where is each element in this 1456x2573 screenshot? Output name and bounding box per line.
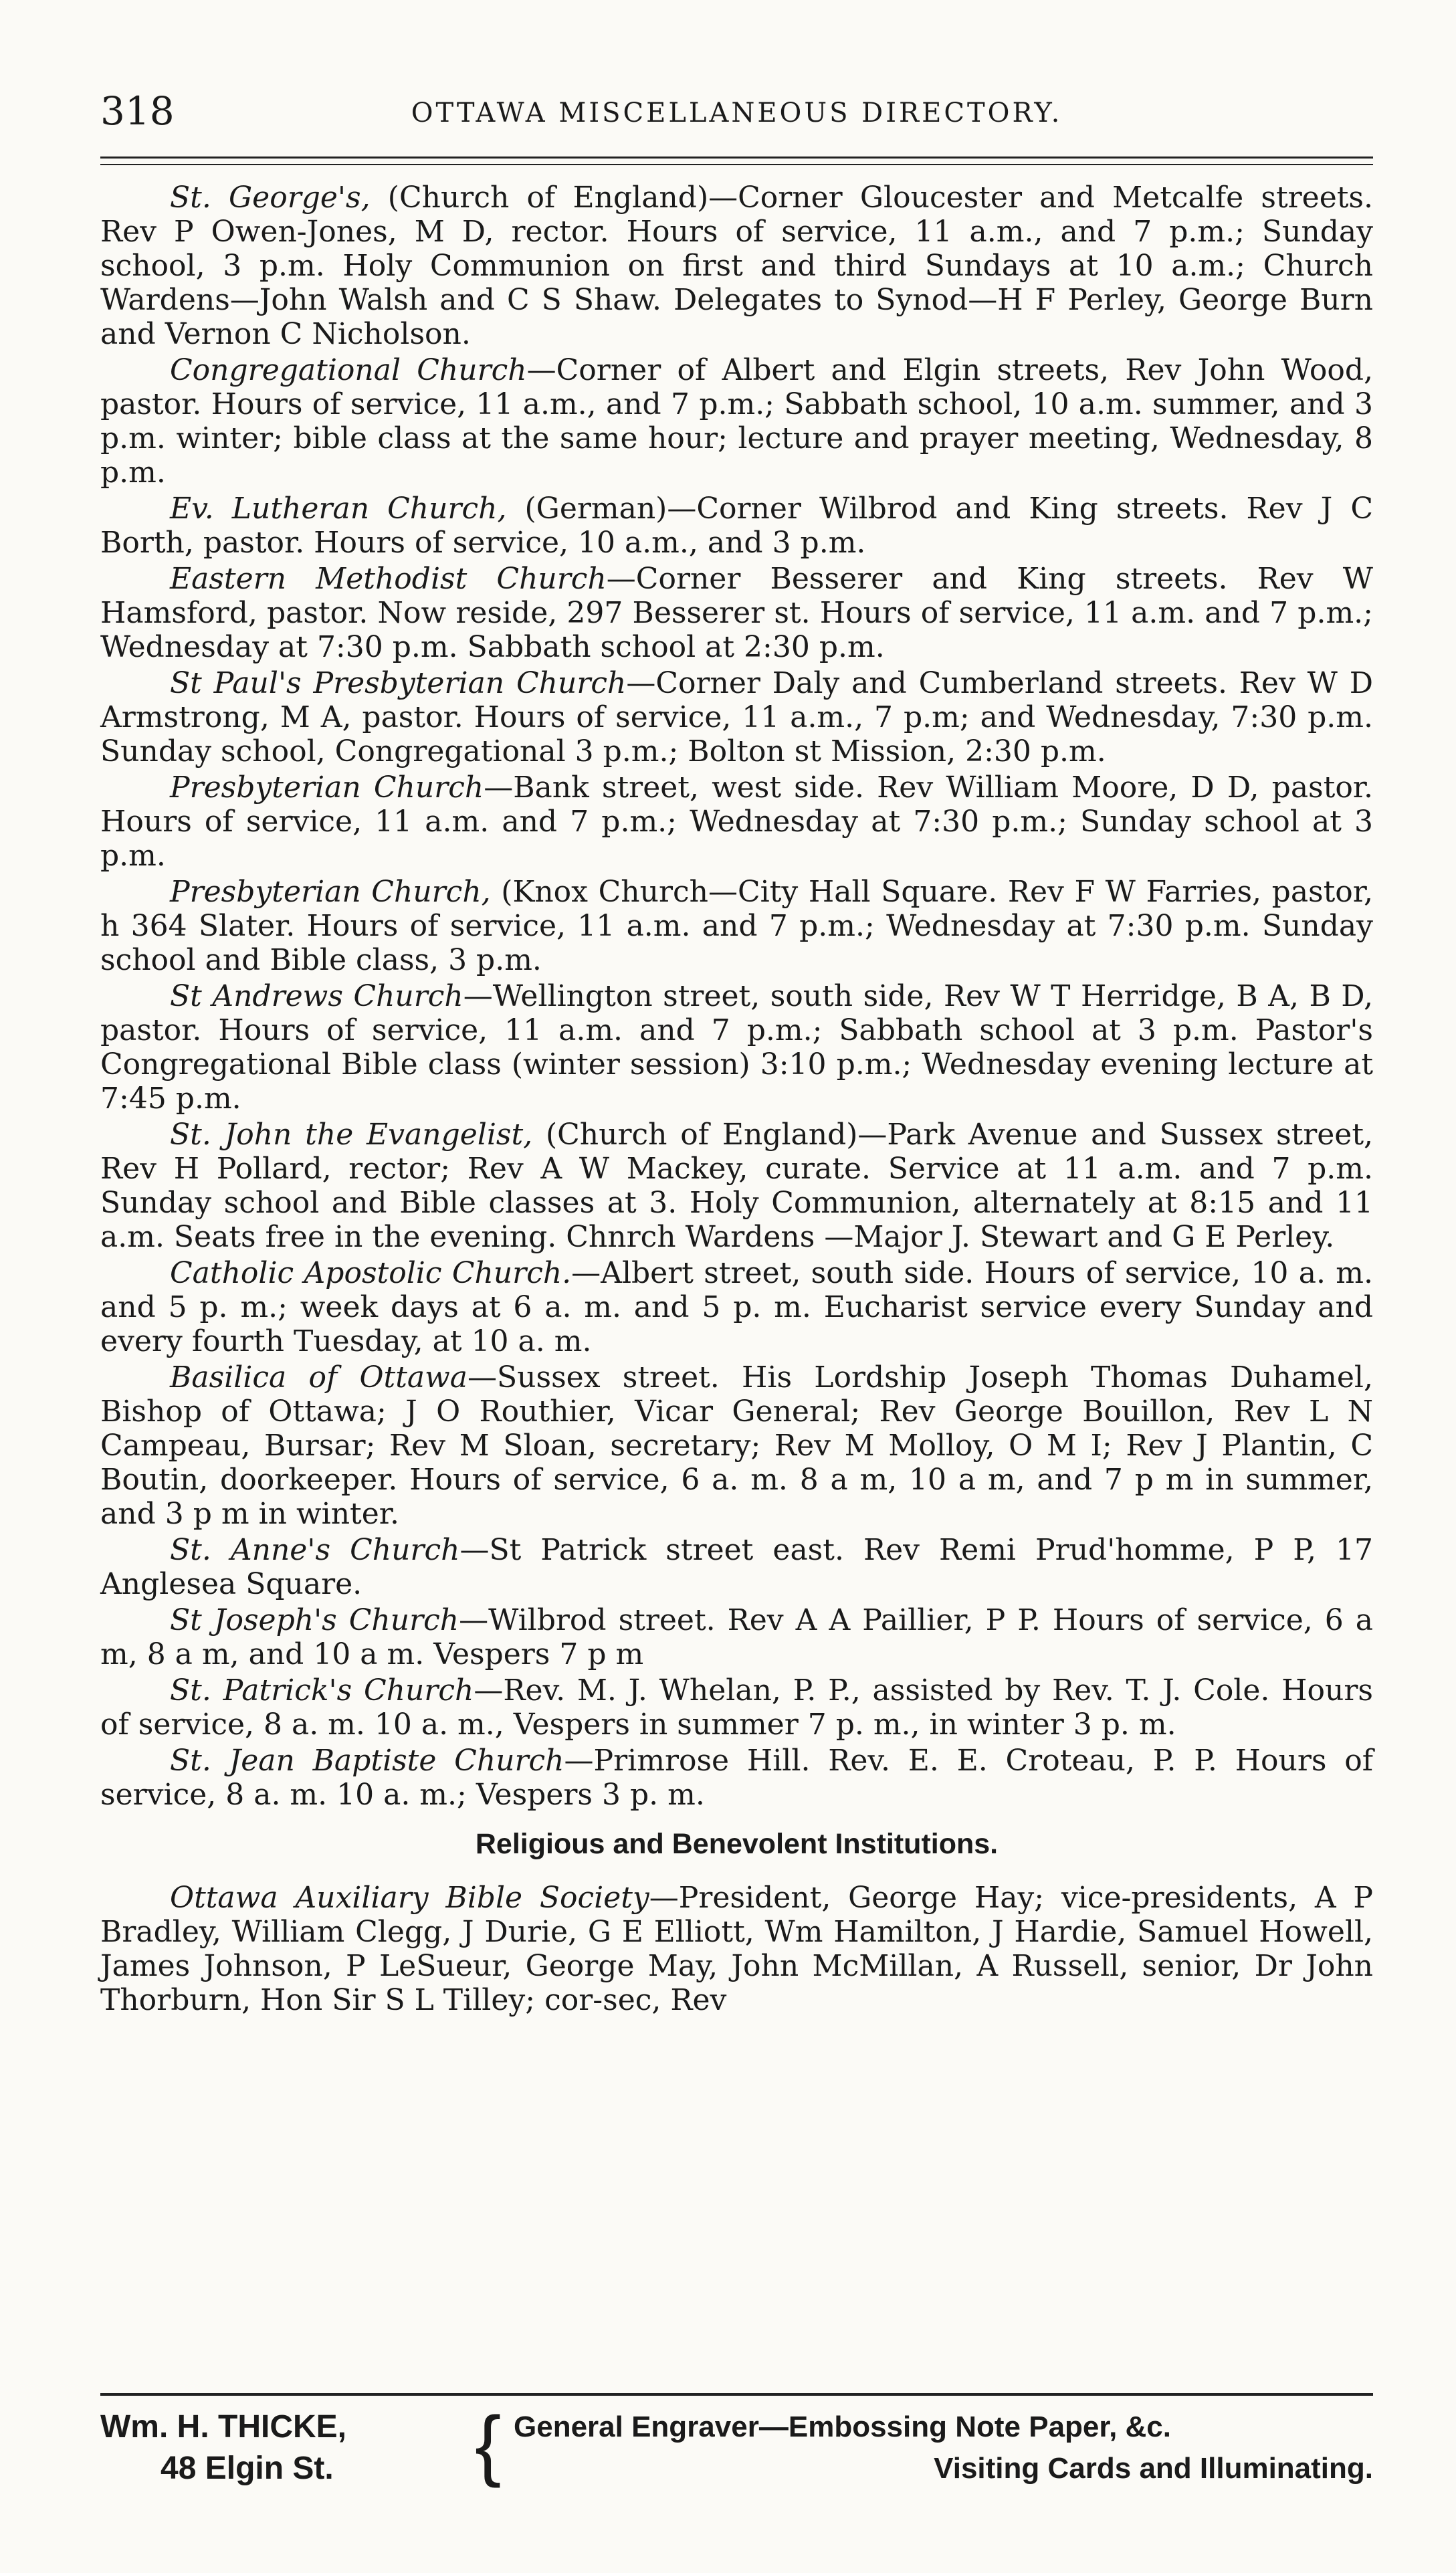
- running-title: OTTAWA MISCELLANEOUS DIRECTORY.: [411, 98, 1063, 128]
- entry-name: Presbyterian Church: [170, 770, 484, 805]
- brace-glyph: {: [475, 2400, 502, 2489]
- entry-name: St Joseph's Church: [170, 1603, 459, 1637]
- advertiser-block: [100, 2406, 346, 2489]
- list-item: [100, 875, 1373, 977]
- entry-text: —Rev. M. J. Whelan, P. P., assisted by Rev. T. J. Cole. Hours of service, 8 a. m. 10 a. m., Vespers in summer 7 p. m., in winter 3 p. m.: [100, 1673, 1373, 1742]
- entry-text: —Sussex street. His Lordship Joseph Thomas Duhamel, Bishop of Ottawa; J O Routhier, Vicar General; Rev George Bouillon, Rev L N Campeau, Bursar; Rev M Sloan, secretary; Rev M Molloy, O M I; Rev J Plantin, C Boutin, doorkeeper. Hours of service, 6 a. m. 8 a m, 10 a m, and 7 p m in summer, and 3 p m in winter.: [100, 1360, 1373, 1531]
- list-item: [100, 1360, 1373, 1531]
- entry-name: Basilica of Ottawa: [170, 1360, 468, 1395]
- entry-text: —St Patrick street east. Rev Remi Prud'homme, P P, 17 Anglesea Square.: [100, 1533, 1373, 1601]
- header-double-rule: [100, 157, 1373, 165]
- entry-name: St Paul's Presbyterian Church: [170, 666, 627, 700]
- advertisement-footer: [100, 2400, 1373, 2493]
- list-item: [100, 492, 1373, 560]
- entry-text: —Corner of Albert and Elgin streets, Rev John Wood, pastor. Hours of service, 11 a.m., and 7 p.m.; Sabbath school, 10 a.m. summer, and 3 p.m. winter; bible class at the same hour; lecture and prayer meeting, Wednesday, 8 p.m.: [100, 353, 1374, 490]
- list-item: [100, 353, 1373, 490]
- advertiser-name: Wm. H. THICKE,: [100, 2409, 346, 2445]
- entry-name: Eastern Methodist Church: [170, 562, 607, 596]
- list-item: [100, 1881, 1373, 2017]
- list-item: [100, 181, 1373, 351]
- list-item: [100, 1118, 1373, 1254]
- entry-name: St. Anne's Church: [170, 1533, 460, 1567]
- page-body: [100, 181, 1373, 2019]
- list-item: [100, 1533, 1373, 1601]
- entry-name: St. John the Evangelist,: [170, 1118, 533, 1152]
- list-item: [100, 1256, 1373, 1358]
- list-item: [100, 666, 1373, 768]
- entry-name: Ottawa Auxiliary Bible Society: [170, 1881, 649, 1915]
- entry-name: St Andrews Church: [170, 979, 463, 1013]
- list-item: [100, 562, 1373, 664]
- entry-name: St. Patrick's Church: [170, 1673, 474, 1708]
- entry-text: (Knox Church—City Hall Square. Rev F W Farries, pastor, h 364 Slater. Hours of service, 11 a.m. and 7 p.m.; Wednesday at 7:30 p.m. Sunday school and Bible class, 3 p.m.: [100, 875, 1373, 977]
- advertisement-line-1: General Engraver—Embossing Note Paper, &c.: [514, 2410, 1171, 2443]
- list-item: [100, 1603, 1373, 1671]
- advertisement-line-2: Visiting Cards and Illuminating.: [934, 2452, 1373, 2485]
- entry-name: Ev. Lutheran Church,: [170, 492, 507, 526]
- entry-name: Congregational Church: [170, 353, 527, 387]
- advertiser-address: 48 Elgin St.: [161, 2451, 334, 2486]
- list-item: [100, 979, 1373, 1116]
- page-header: [100, 88, 1373, 135]
- section-heading: Religious and Benevolent Institutions.: [475, 1828, 999, 1860]
- entry-name: St. George's,: [170, 181, 371, 215]
- list-item: [100, 1744, 1373, 1812]
- entry-text: (Church of England)—Corner Gloucester and Metcalfe streets. Rev P Owen-Jones, M D, rector. Hours of service, 11 a.m., and 7 p.m.; Sunday school, 3 p.m. Holy Communion on first and third Sundays at 10 a.m.; Church Wardens—John Walsh and C S Shaw. Delegates to Synod—H F Perley, George Burn and Vernon C Nicholson.: [100, 181, 1373, 351]
- entry-text: —President, George Hay; vice-presidents, A P Bradley, William Clegg, J Durie, G E Elliott, Wm Hamilton, J Hardie, Samuel Howell, James Johnson, P LeSueur, George May, John McMillan, A Russell, senior, Dr John Thorburn, Hon Sir S L Tilley; cor-sec, Rev: [100, 1881, 1373, 2017]
- entry-text: —Corner Besserer and King streets. Rev W Hamsford, pastor. Now reside, 297 Besserer st. Hours of service, 11 a.m. and 7 p.m.; Wednesday at 7:30 p.m. Sabbath school at 2:30 p.m.: [100, 562, 1374, 664]
- entry-text: —Albert street, south side. Hours of service, 10 a. m. and 5 p. m.; week days at 6 a. m. and 5 p. m. Eucharist service every Sunday and every fourth Tuesday, at 10 a. m.: [100, 1256, 1373, 1358]
- entry-text: —Corner Daly and Cumberland streets. Rev W D Armstrong, M A, pastor. Hours of service, 11 a.m., 7 p.m; and Wednesday, 7:30 p.m. Sunday school, Congregational 3 p.m.; Bolton st Mission, 2:30 p.m.: [100, 666, 1373, 768]
- entry-text: (Church of England)—Park Avenue and Sussex street, Rev H Pollard, rector; Rev A W Mackey, curate. Service at 11 a.m. and 7 p.m. Sunday school and Bible classes at 3. Holy Communion, alternately at 8:15 and 11 a.m. Seats free in the evening. Chnrch Wardens —Major J. Stewart and G E Perley.: [100, 1118, 1374, 1254]
- entry-name: St. Jean Baptiste Church: [170, 1744, 564, 1778]
- entry-text: —Wellington street, south side, Rev W T Herridge, B A, B D, pastor. Hours of service, 11 a.m. and 7 p.m.; Sabbath school at 3 p.m. Pastor's Congregational Bible class (winter session) 3:10 p.m.; Wednesday evening lecture at 7:45 p.m.: [100, 979, 1374, 1116]
- list-item: [100, 770, 1373, 873]
- entry-name: Presbyterian Church,: [170, 875, 491, 909]
- page-number: 318: [100, 88, 175, 134]
- footer-rule: [100, 2393, 1373, 2396]
- entry-text: (German)—Corner Wilbrod and King streets. Rev J C Borth, pastor. Hours of service, 10 a.m., and 3 p.m.: [100, 492, 1373, 560]
- entry-text: —Wilbrod street. Rev A A Paillier, P P. Hours of service, 6 a m, 8 a m, and 10 a m. Vespers 7 p m: [100, 1603, 1373, 1671]
- entry-text: —Bank street, west side. Rev William Moore, D D, pastor. Hours of service, 11 a.m. and 7 p.m.; Wednesday at 7:30 p.m.; Sunday school at 3 p.m.: [100, 770, 1373, 873]
- list-item: [100, 1673, 1373, 1742]
- entry-text: —Primrose Hill. Rev. E. E. Croteau, P. P. Hours of service, 8 a. m. 10 a. m.; Vespers 3 p. m.: [100, 1744, 1373, 1812]
- entry-name: Catholic Apostolic Church.: [170, 1256, 572, 1290]
- advertisement-text: [514, 2406, 1373, 2489]
